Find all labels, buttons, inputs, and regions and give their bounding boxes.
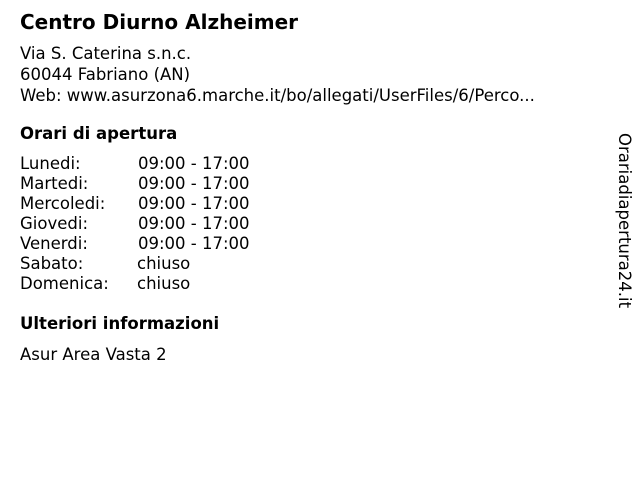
website-link[interactable]: Web: www.asurzona6.marche.it/bo/allegati/UserFiles/6/Perco...	[20, 86, 535, 105]
hours-value: chiuso	[137, 254, 191, 273]
address-block	[20, 43, 535, 106]
hours-value: 09:00 - 17:00	[138, 154, 250, 173]
hours-value: 09:00 - 17:00	[138, 194, 250, 213]
additional-info-text: Asur Area Vasta 2	[20, 345, 167, 364]
hours-value: 09:00 - 17:00	[138, 174, 250, 193]
day-label: Martedi:	[20, 174, 89, 193]
day-label: Sabato:	[20, 254, 84, 273]
day-label: Lunedi:	[20, 154, 81, 173]
hours-value: 09:00 - 17:00	[138, 214, 250, 233]
additional-info-heading: Ulteriori informazioni	[20, 314, 220, 333]
address-street: Via S. Caterina s.n.c.	[20, 44, 192, 63]
day-label: Mercoledi:	[20, 194, 106, 213]
hours-value: 09:00 - 17:00	[138, 234, 250, 253]
day-label: Venerdi:	[20, 234, 88, 253]
day-label: Giovedi:	[20, 214, 88, 233]
address-city: 60044 Fabriano (AN)	[20, 65, 191, 84]
hours-value: chiuso	[137, 274, 191, 293]
place-name: Centro Diurno Alzheimer	[20, 10, 299, 34]
day-label: Domenica:	[20, 274, 109, 293]
opening-hours-heading: Orari di apertura	[20, 124, 178, 143]
site-brand-vertical[interactable]: Orariadiapertura24.it	[615, 133, 634, 309]
